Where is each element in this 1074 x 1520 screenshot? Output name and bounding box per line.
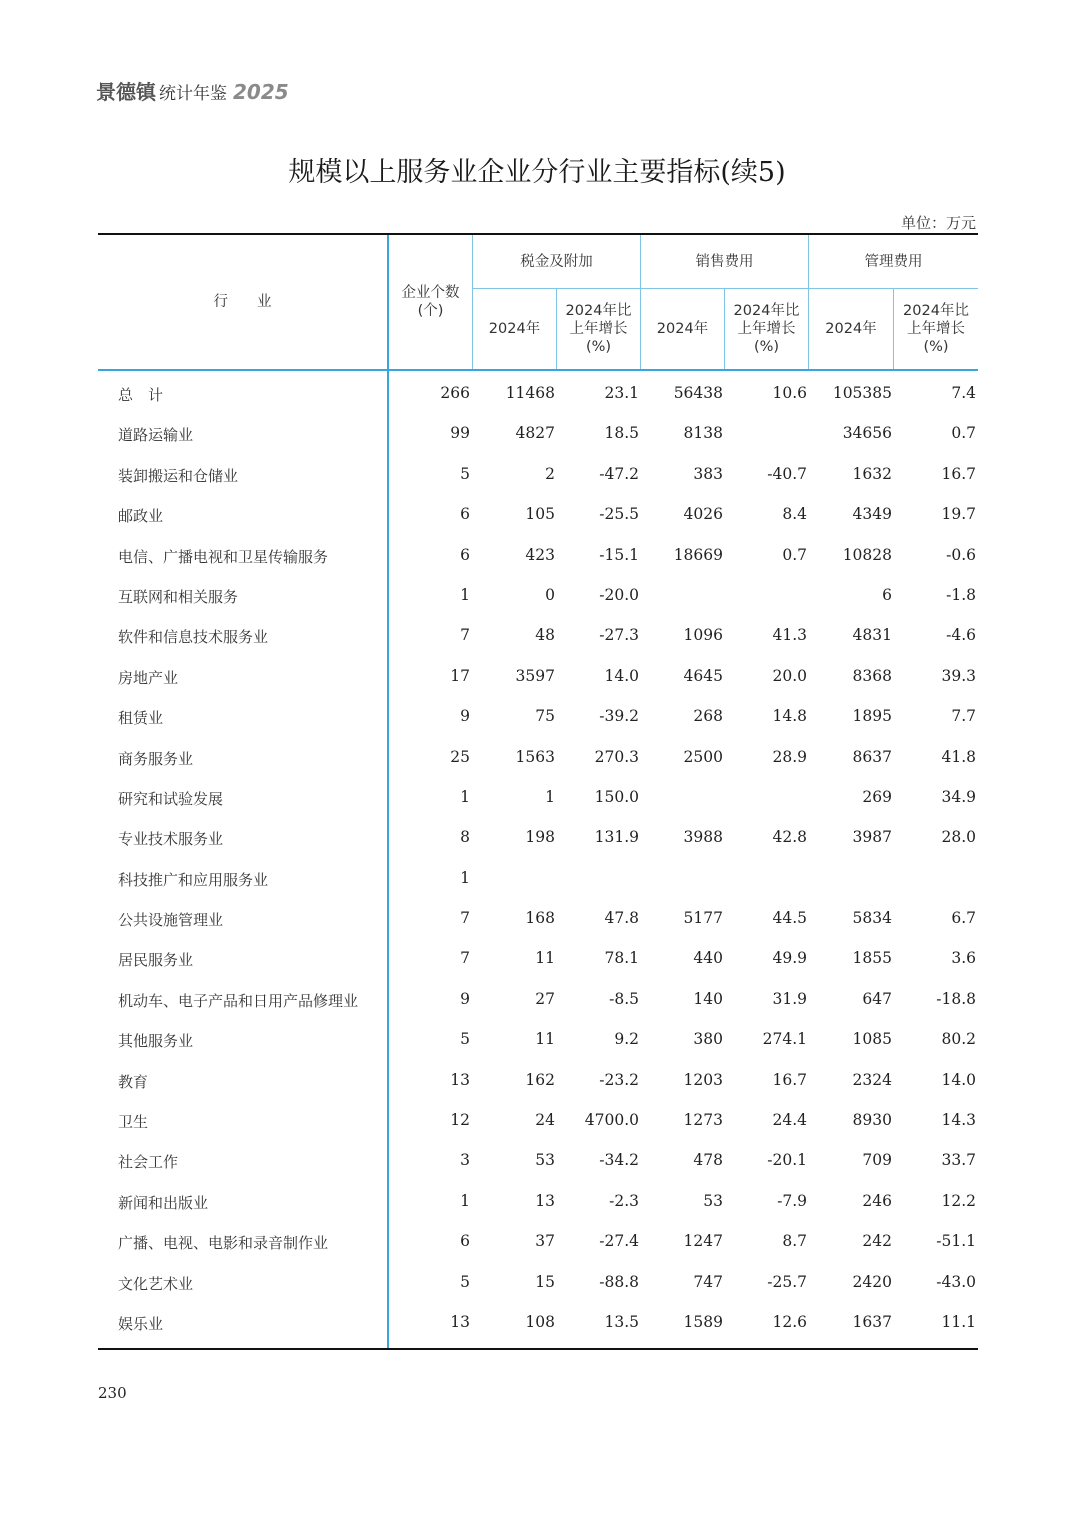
table-bottom-rule — [98, 1348, 978, 1350]
cell-tax: 11 — [535, 949, 555, 968]
cell-sales-g: 41.3 — [772, 626, 807, 645]
table-row — [98, 616, 978, 656]
cell-tax: 2 — [545, 464, 555, 483]
industry-name: 专业技术服务业 — [118, 830, 224, 849]
table-row — [98, 859, 978, 899]
industry-name: 公共设施管理业 — [118, 911, 224, 930]
cell-tax-g: 150.0 — [594, 787, 639, 806]
cell-sales-g: 274.1 — [762, 1030, 807, 1049]
industry-name: 研究和试验发展 — [118, 789, 224, 808]
header-sales-growth: 2024年比 上年增长 (%) — [733, 303, 800, 355]
cell-mgmt: 8368 — [852, 666, 892, 685]
cell-sales: 1589 — [683, 1312, 723, 1331]
cell-sales-g: 24.4 — [772, 1111, 807, 1130]
cell-sales-g: 42.8 — [772, 828, 807, 847]
cell-tax-g: -27.4 — [599, 1232, 639, 1251]
cell-sales: 747 — [693, 1272, 723, 1291]
header-group-sales-expense: 销售费用 — [695, 253, 754, 270]
cell-mgmt: 2420 — [852, 1272, 892, 1291]
industry-name: 租赁业 — [118, 709, 164, 728]
cell-sales: 4645 — [683, 666, 723, 685]
cell-sales: 440 — [693, 949, 723, 968]
cell-mgmt: 8637 — [852, 747, 892, 766]
cell-tax: 105 — [525, 505, 555, 524]
cell-sales-g: 31.9 — [772, 989, 807, 1008]
cell-sales-g: 0.7 — [782, 545, 807, 564]
industry-name: 邮政业 — [118, 507, 164, 526]
cell-tax: 15 — [535, 1272, 555, 1291]
table-row — [98, 414, 978, 454]
industry-name: 道路运输业 — [118, 426, 194, 445]
cell-count: 6 — [460, 545, 470, 564]
cell-count: 13 — [450, 1070, 470, 1089]
header-industry: 行 业 — [213, 294, 272, 310]
industry-name: 其他服务业 — [118, 1032, 194, 1051]
cell-tax-g: 131.9 — [594, 828, 639, 847]
table-row — [98, 657, 978, 697]
cell-tax-g: -47.2 — [599, 464, 639, 483]
page-number: 230 — [98, 1384, 127, 1402]
cell-tax: 1563 — [515, 747, 555, 766]
industry-name: 商务服务业 — [118, 749, 194, 768]
cell-tax: 48 — [535, 626, 555, 645]
cell-mgmt-g: 7.7 — [951, 707, 976, 726]
cell-count: 9 — [460, 989, 470, 1008]
cell-mgmt-g: 41.8 — [941, 747, 976, 766]
cell-mgmt-g: 0.7 — [951, 424, 976, 443]
cell-mgmt-g: 34.9 — [941, 787, 976, 806]
cell-mgmt: 3987 — [852, 828, 892, 847]
cell-sales: 5177 — [683, 909, 723, 928]
industry-name: 居民服务业 — [118, 951, 194, 970]
cell-tax: 1 — [545, 787, 555, 806]
cell-tax-g: 47.8 — [604, 909, 639, 928]
cell-count: 25 — [450, 747, 470, 766]
cell-tax-g: -23.2 — [599, 1070, 639, 1089]
cell-mgmt: 105385 — [832, 384, 892, 402]
industry-name: 总 计 — [118, 386, 164, 404]
cell-tax-g: 18.5 — [604, 424, 639, 443]
industry-name: 装卸搬运和仓储业 — [118, 466, 239, 485]
cell-tax-g: 23.1 — [604, 384, 639, 402]
cell-tax: 11 — [535, 1030, 555, 1049]
cell-tax-g: -15.1 — [599, 545, 639, 564]
cell-tax: 53 — [535, 1151, 555, 1170]
running-head — [96, 76, 289, 102]
industry-name: 机动车、电子产品和日用产品修理业 — [118, 991, 359, 1010]
industry-name: 社会工作 — [118, 1153, 179, 1172]
cell-sales-g: 8.7 — [782, 1232, 807, 1251]
cell-mgmt-g: -18.8 — [936, 989, 976, 1008]
cell-count: 7 — [460, 909, 470, 928]
cell-sales: 18669 — [673, 545, 723, 564]
table-row — [98, 818, 978, 858]
cell-mgmt: 709 — [862, 1151, 892, 1170]
header-divider — [98, 369, 978, 371]
table-row — [98, 1141, 978, 1181]
cell-sales-g: 10.6 — [772, 384, 807, 402]
cell-sales-g: 14.8 — [772, 707, 807, 726]
cell-mgmt: 4349 — [852, 505, 892, 524]
header-group-admin-expense: 管理费用 — [864, 253, 923, 270]
cell-tax: 3597 — [515, 666, 555, 685]
cell-count: 8 — [460, 828, 470, 847]
cell-tax: 162 — [525, 1070, 555, 1089]
cell-tax-g: 4700.0 — [584, 1111, 639, 1130]
cell-mgmt: 246 — [862, 1191, 892, 1210]
cell-sales-g: -20.1 — [767, 1151, 807, 1170]
cell-count: 5 — [460, 1030, 470, 1049]
cell-mgmt: 242 — [862, 1232, 892, 1251]
cell-count: 6 — [460, 505, 470, 524]
cell-tax: 27 — [535, 989, 555, 1008]
cell-tax: 75 — [535, 707, 555, 726]
cell-count: 9 — [460, 707, 470, 726]
cell-mgmt-g: 14.3 — [941, 1111, 976, 1130]
running-head-book: 统计年鉴 — [159, 84, 227, 104]
header-group-tax: 税金及附加 — [520, 253, 593, 270]
page-title: 规模以上服务业企业分行业主要指标(续5) — [288, 157, 786, 188]
cell-mgmt-g: -43.0 — [936, 1272, 976, 1291]
table-row — [98, 495, 978, 535]
cell-tax-g: -88.8 — [599, 1272, 639, 1291]
cell-sales: 8138 — [683, 424, 723, 443]
industry-name: 房地产业 — [118, 668, 179, 687]
cell-sales-g: 16.7 — [772, 1070, 807, 1089]
table-row — [98, 980, 978, 1020]
cell-mgmt-g: 11.1 — [941, 1312, 976, 1331]
cell-sales: 478 — [693, 1151, 723, 1170]
cell-sales-g: -25.7 — [767, 1272, 807, 1291]
cell-sales-g: 49.9 — [772, 949, 807, 968]
cell-tax: 0 — [545, 585, 555, 604]
cell-count: 6 — [460, 1232, 470, 1251]
table-row — [98, 1061, 978, 1101]
unit-label: 单位：万元 — [900, 214, 976, 232]
cell-sales: 1096 — [683, 626, 723, 645]
cell-tax-g: -27.3 — [599, 626, 639, 645]
cell-mgmt-g: -1.8 — [946, 585, 976, 604]
cell-count: 1 — [460, 585, 470, 604]
cell-sales: 4026 — [683, 505, 723, 524]
cell-sales: 3988 — [683, 828, 723, 847]
table-row — [98, 1222, 978, 1262]
cell-mgmt-g: 33.7 — [941, 1151, 976, 1170]
cell-mgmt: 1895 — [852, 707, 892, 726]
header-enterprise-count: 企业个数 (个) — [401, 285, 460, 319]
cell-count: 99 — [450, 424, 470, 443]
cell-tax-g: 13.5 — [604, 1312, 639, 1331]
cell-sales: 1273 — [683, 1111, 723, 1130]
cell-tax: 37 — [535, 1232, 555, 1251]
cell-sales-g: 20.0 — [772, 666, 807, 685]
cell-sales-g: 44.5 — [772, 909, 807, 928]
cell-tax: 13 — [535, 1191, 555, 1210]
cell-mgmt-g: 19.7 — [941, 505, 976, 524]
table-row — [98, 899, 978, 939]
cell-mgmt-g: 14.0 — [941, 1070, 976, 1089]
header-tax-year: 2024年 — [488, 321, 541, 337]
table-row — [98, 576, 978, 616]
cell-mgmt-g: 16.7 — [941, 464, 976, 483]
cell-count: 5 — [460, 464, 470, 483]
table-body — [98, 374, 978, 1343]
cell-mgmt: 1632 — [852, 464, 892, 483]
industry-name: 教育 — [118, 1072, 149, 1091]
cell-sales: 1247 — [683, 1232, 723, 1251]
cell-sales: 2500 — [683, 747, 723, 766]
cell-tax-g: -34.2 — [599, 1151, 639, 1170]
cell-sales: 1203 — [683, 1070, 723, 1089]
cell-count: 12 — [450, 1111, 470, 1130]
cell-mgmt-g: -4.6 — [946, 626, 976, 645]
table-row — [98, 1020, 978, 1060]
table-row — [98, 939, 978, 979]
cell-mgmt: 6 — [882, 585, 892, 604]
industry-name: 新闻和出版业 — [118, 1193, 209, 1212]
industry-name: 娱乐业 — [118, 1314, 164, 1333]
running-head-brand: 景德镇 — [96, 80, 156, 104]
industry-name: 科技推广和应用服务业 — [118, 870, 269, 889]
cell-mgmt-g: 12.2 — [941, 1191, 976, 1210]
cell-tax-g: 14.0 — [604, 666, 639, 685]
table-row — [98, 778, 978, 818]
cell-tax: 198 — [525, 828, 555, 847]
industry-name: 互联网和相关服务 — [118, 587, 239, 606]
cell-sales-g: 12.6 — [772, 1312, 807, 1331]
cell-count: 13 — [450, 1312, 470, 1331]
cell-tax-g: 270.3 — [594, 747, 639, 766]
industry-name: 广播、电视、电影和录音制作业 — [118, 1234, 329, 1253]
cell-mgmt-g: 3.6 — [951, 949, 976, 968]
cell-tax: 108 — [525, 1312, 555, 1331]
cell-mgmt-g: 6.7 — [951, 909, 976, 928]
cell-mgmt-g: 39.3 — [941, 666, 976, 685]
cell-mgmt: 1637 — [852, 1312, 892, 1331]
cell-sales: 56438 — [673, 384, 723, 402]
cell-tax: 24 — [535, 1111, 555, 1130]
cell-sales: 53 — [703, 1191, 723, 1210]
table-row — [98, 1182, 978, 1222]
cell-tax-g: -8.5 — [609, 989, 639, 1008]
cell-count: 266 — [440, 384, 470, 402]
cell-sales-g: -7.9 — [777, 1191, 807, 1210]
cell-sales-g: 8.4 — [782, 505, 807, 524]
cell-tax-g: -20.0 — [599, 585, 639, 604]
industry-name: 卫生 — [118, 1113, 149, 1132]
cell-mgmt: 4831 — [852, 626, 892, 645]
header-sales-year: 2024年 — [656, 321, 709, 337]
cell-mgmt: 10828 — [842, 545, 892, 564]
header-admin-year: 2024年 — [825, 321, 877, 337]
header-tax-growth: 2024年比 上年增长 (%) — [565, 303, 632, 355]
cell-mgmt: 269 — [862, 787, 892, 806]
cell-mgmt: 2324 — [852, 1070, 892, 1089]
cell-mgmt: 647 — [862, 989, 892, 1008]
table-row — [98, 536, 978, 576]
cell-count: 1 — [460, 868, 470, 887]
cell-count: 3 — [460, 1151, 470, 1170]
cell-count: 1 — [460, 1191, 470, 1210]
cell-tax: 11468 — [505, 384, 555, 402]
industry-name: 文化艺术业 — [118, 1274, 194, 1293]
running-head-year: 2025 — [233, 80, 289, 104]
cell-mgmt: 34656 — [842, 424, 892, 443]
cell-mgmt: 1085 — [852, 1030, 892, 1049]
cell-count: 7 — [460, 626, 470, 645]
cell-sales: 140 — [693, 989, 723, 1008]
cell-mgmt-g: 7.4 — [951, 384, 976, 402]
cell-mgmt: 1855 — [852, 949, 892, 968]
cell-count: 7 — [460, 949, 470, 968]
cell-tax: 423 — [525, 545, 555, 564]
cell-sales: 268 — [693, 707, 723, 726]
cell-count: 1 — [460, 787, 470, 806]
cell-tax-g: -39.2 — [599, 707, 639, 726]
table-row — [98, 1263, 978, 1303]
cell-sales-g: 28.9 — [772, 747, 807, 766]
table-row — [98, 738, 978, 778]
cell-mgmt-g: -0.6 — [946, 545, 976, 564]
table-row — [98, 455, 978, 495]
cell-tax-g: -25.5 — [599, 505, 639, 524]
table-row — [98, 1101, 978, 1141]
cell-tax-g: 9.2 — [614, 1030, 639, 1049]
cell-mgmt: 5834 — [852, 909, 892, 928]
cell-tax: 168 — [525, 909, 555, 928]
cell-mgmt-g: -51.1 — [936, 1232, 976, 1251]
industry-name: 软件和信息技术服务业 — [118, 628, 269, 647]
header-admin-growth: 2024年比 上年增长 (%) — [903, 303, 969, 355]
cell-sales: 380 — [693, 1030, 723, 1049]
table-row — [98, 1303, 978, 1343]
cell-sales: 383 — [693, 464, 723, 483]
cell-sales-g: -40.7 — [767, 464, 807, 483]
table-row — [98, 374, 978, 414]
cell-tax-g: 78.1 — [604, 949, 639, 968]
cell-mgmt-g: 80.2 — [941, 1030, 976, 1049]
cell-tax: 4827 — [515, 424, 555, 443]
cell-tax-g: -2.3 — [609, 1191, 639, 1210]
cell-count: 17 — [450, 666, 470, 685]
cell-count: 5 — [460, 1272, 470, 1291]
cell-mgmt: 8930 — [852, 1111, 892, 1130]
table-row — [98, 697, 978, 737]
industry-name: 电信、广播电视和卫星传输服务 — [118, 547, 329, 566]
cell-mgmt-g: 28.0 — [941, 828, 976, 847]
